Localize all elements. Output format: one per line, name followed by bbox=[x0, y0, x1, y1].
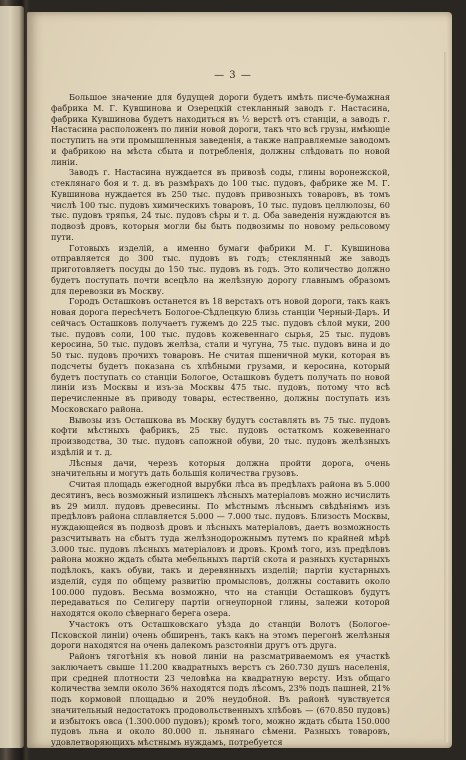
page-number: — 3 — bbox=[214, 70, 252, 81]
paragraph: Районъ тяготѣнія къ новой линіи на разсматриваемомъ ея участкѣ заключаетъ свыше 11.200 квадратныхъ верстъ съ 260.730 душъ населенія, при средней плотности 23 человѣка на квадратную версту. Изъ общаго количества земли около 36% находятся подъ лѣсомъ, 23% подъ пашней, 21% подъ кормовой площадью и 20% неудобной. Въ районѣ чувствуется значительный недостатокъ продовольственныхъ хлѣбовъ — (670.850 пудовъ) и избытокъ овса (1.300.000 пудовъ); кромѣ того, можно ждать сбыта 150.000 пудовъ льна и около 80.000 п. льнянаго сѣмени. Разныхъ товаровъ, удовлетворяющихъ мѣстнымъ нуждамъ, потребуется bbox=[51, 651, 390, 747]
paragraph: Считая площадь ежегодной вырубки лѣса въ предѣлахъ района въ 5.000 десятинъ, весь возможный излишекъ лѣсныхъ матеріаловъ можно исчислить въ 29 милл. пудовъ древесины. По мѣстнымъ лѣснымъ свѣдѣніямъ изъ предѣловъ района сплавляется 5.000 — 7.000 тыс. пудовъ. Близость Москвы, нуждающейся въ подвозѣ дровъ и лѣсныхъ матеріаловъ, даетъ возможность разсчитывать на сбытъ туда желѣзнодорожнымъ путемъ по крайней мѣрѣ 3.000 тыс. пудовъ лѣсныхъ матеріаловъ и дровъ. Кромѣ того, изъ предѣловъ района можно ждать сбыта мебельныхъ партій скота и разныхъ кустарныхъ подѣлокъ, какъ обуви, такъ и деревянныхъ изделій; партіи кустарныхъ изделій, судя по общему развитію промысловъ, должны составить около 100.000 пудовъ. Весьма возможно, что на станціи Осташковъ будутъ передаваться по Селигеру партіи огнеупорной глины, залежи которой находятся около сѣвернаго берега озера. bbox=[51, 479, 390, 618]
page-edge bbox=[444, 52, 448, 742]
previous-page-edge bbox=[0, 6, 24, 748]
body-text bbox=[51, 92, 390, 748]
paragraph: Большое значение для будущей дороги будетъ имѣть писче-бумажная фабрика М. Г. Кувшинова и Озерецкій стекланный заводъ г. Настасина, фабрика Кувшинова будетъ находиться въ ½ верстѣ отъ станціи, а заводъ г. Настасина расположенъ по линіи новой дороги, такъ что всѣ грузы, имѣющіе поступить на эти промышленныя заведенія, а также направляемые заводомъ и фабрикою на мѣста сбыта и потребленія, должны слѣдовать по новой линіи. bbox=[51, 92, 390, 167]
paragraph: Готовыхъ изделій, а именно бумаги фабрики М. Г. Кувшинова отправляется до 300 тыс. пудовъ въ годъ; стеклянный же заводъ приготовляетъ посуды до 150 тыс. пудовъ въ годъ. Это количество должно будетъ поступать почти всецѣло на желѣзную дорогу главнымъ образомъ для перевозки въ Москву. bbox=[51, 242, 390, 296]
paragraph: Лѣсныя дачи, черезъ которыя должна пройти дорога, очень значительны и могутъ дать большія количества грузовъ. bbox=[51, 457, 390, 479]
paragraph: Вывозы изъ Осташкова въ Москву будутъ составлять въ 75 тыс. пудовъ кофти мѣстныхъ фабрикъ, 25 тыс. пудовъ остаткомъ кожевеннаго производства, 30 тыс. пудовъ сапожной обуви, 20 тыс. пудовъ желѣзныхъ издѣлій и т. д. bbox=[51, 414, 390, 457]
paragraph: Участокъ отъ Осташковскаго уѣзда до станціи Волотъ (Бологое-Псковской линіи) очень обширенъ, такъ какъ на этомъ перегонѣ желѣзныя дороги находятся на очень далекомъ разстояніи другъ отъ друга. bbox=[51, 618, 390, 651]
paragraph: Заводъ г. Настасина нуждается въ привозѣ соды, глины воронежской, стеклянаго боя и т. д. въ размѣрахъ до 100 тыс. пудовъ, фабрике же М. Г. Кувшинова нуждается въ 250 тыс. пудовъ привозныхъ товаровъ, въ томъ числѣ 100 тыс. пудовъ химическихъ товаровъ, 10 тыс. пудовъ целлюлозы, 60 тыс. пудовъ тряпья, 24 тыс. пудовъ сѣры и т. д. Оба заведенія нуждаются въ подвозѣ дровъ, которыя могли бы быть подвозимы по новому рельсовому пути. bbox=[51, 167, 390, 242]
paragraph: Городъ Осташковъ останется въ 18 верстахъ отъ новой дороги, такъ какъ новая дорога пересѣчетъ Бологое-Сѣдлецкую близь станціи Черный-Даръ. И сейчасъ Осташковъ получаетъ гужемъ до 225 тыс. пудовъ сѣлой муки, 200 тыс. пудовъ соли, 100 тыс. пудовъ кожевеннаго сырья, 25 тыс. пудовъ керосина, 50 тыс. пудовъ желѣза, стали и чугуна, 75 тыс. пудовъ вина и до 50 тыс. пудовъ прочихъ товаровъ. Не считая пшеничной муки, которая въ подсчеты будетъ показана съ хлѣбными грузами, и керосина, который будетъ поступать со станціи Бологое, Осташковъ будетъ получать по новой линіи изъ Москвы и изъ-за Москвы 475 тыс. пудовъ, потому что всѣ перечисленные въ приводу товары, естественно, должны поступать изъ Московскаго района. bbox=[51, 296, 390, 414]
